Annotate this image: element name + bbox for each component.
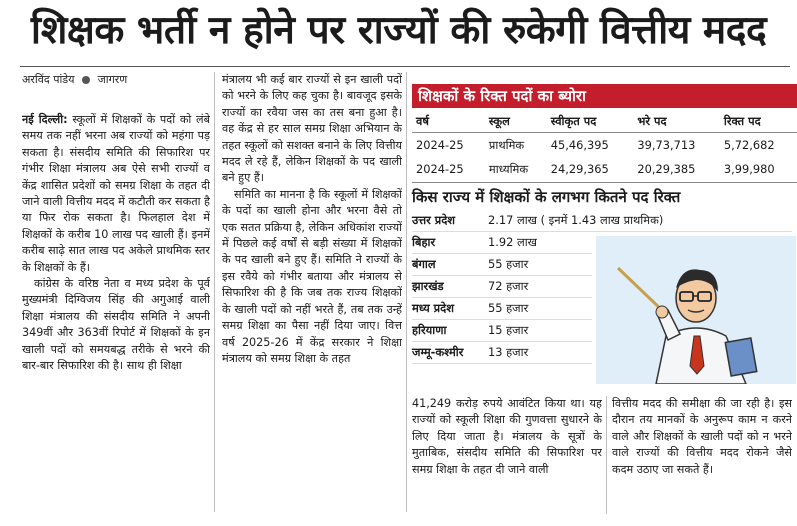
table-cell: 2024-25 (416, 138, 464, 152)
state-vacancy: 72 हजार (488, 279, 529, 293)
table-cell: 39,73,713 (637, 138, 696, 152)
state-name: झारखंड (412, 279, 444, 293)
table-cell: 20,29,385 (637, 162, 696, 176)
paragraph-text: स्कूलों में शिक्षकों के पदों को लंबे समय तक नहीं भरना अब राज्यों को महंगा पड़ सकता है। संसदीय समिति की सिफारिश पर गंभीर शिक्षा मंत्रालय अब ऐसे सभी राज्यों व केंद्र शासित प्रदेशों को समग्र शिक्षा के तहत दी जाने वाली वित्तीय मदद में कटौती कर सकता है या फिर रोक सकता है। फिलहाल देश में शिक्षकों के करीब 10 लाख पद खाली हैं। इनमें करीब साढ़े सात लाख पद अकेले प्राथमिक स्तर के शिक्षकों के हैं। (22, 113, 210, 274)
column-header: स्वीकृत पद (550, 113, 597, 128)
byline (22, 72, 127, 87)
column-header: स्कूल (488, 113, 510, 128)
vacancy-table (412, 110, 797, 181)
list-item (412, 276, 592, 298)
list-item (412, 210, 792, 232)
paragraph: समिति का मानना है कि स्कूलों में शिक्षकों के पदों का खाली होना और भरना वैसे तो एक सतत प्रक्रिया है, लेकिन अधिकांश राज्यों में पिछले कई वर्षों से बड़ी संख्या में शिक्षकों के पद खाली बने हुए हैं। समिति ने राज्यों के इस रवैये को गंभीर बताया और मंत्रालय से सिफारिश की है कि जब तक राज्य शिक्षकों के खाली पदों को नहीं भरते हैं, तब तक उन्हें समग्र शिक्षा का पैसा नहीं दिया जाए। वित्त वर्ष 2025-26 में केंद्र सरकार ने शिक्षा मंत्रालय को समग्र शिक्षा के तहत (222, 187, 402, 365)
state-name: जम्मू-कश्मीर (412, 345, 464, 359)
state-vacancy-list (412, 210, 664, 364)
list-item (412, 298, 592, 320)
author-name: अरविंद पांडेय (22, 73, 75, 86)
column-header: भरे पद (637, 113, 667, 128)
paragraph: कांग्रेस के वरिष्ठ नेता व मध्य प्रदेश के पूर्व मुख्यमंत्री दिग्विजय सिंह की अगुआई वाली शिक्षा मंत्रालय की संसदीय समिति ने अपनी 349वीं और 363वीं रिपोर्ट में शिक्षकों के इन खाली पदों को समयबद्ध तरीके से भरने की बार-बार सिफारिश की है। साथ ही शिक्षा (22, 277, 210, 373)
column-header: वर्ष (416, 113, 429, 128)
state-name: मध्य प्रदेश (412, 301, 454, 315)
bullet-icon (82, 76, 90, 84)
article-column-1 (22, 112, 210, 512)
paragraph: वित्तीय मदद की समीक्षा की जा रही है। इस दौरान तय मानकों के अनुरूप काम न करने वाले और शिक्षकों के खाली पदों को न भरने वाले राज्यों की वित्तीय मदद रोकने जैसे कदम उठाए जा सकते हैं। (612, 397, 792, 476)
headline-rule (20, 66, 790, 67)
state-vacancy-title: किस राज्य में शिक्षकों के लगभग कितने पद रिक्त (412, 182, 797, 207)
state-name: हरियाणा (412, 323, 447, 337)
article-column-3 (412, 396, 602, 514)
table-row (412, 157, 797, 181)
table-cell: माध्यमिक (488, 161, 529, 176)
column-header: रिक्त पद (723, 113, 761, 128)
table-cell: प्राथमिक (488, 137, 525, 152)
state-vacancy: 13 हजार (488, 345, 529, 359)
paragraph (22, 112, 210, 276)
table-cell: 5,72,682 (723, 138, 775, 152)
paragraph: मंत्रालय भी कई बार राज्यों से इन खाली पदों को भरने के लिए कह चुका है। बावजूद इसके राज्यों का रवैया जस का तस बना हुआ है। वह केंद्र से हर साल समग्र शिक्षा अभियान के तहत स्कूलों को सशक्त बनाने के लिए वित्तीय मदद ले रहे हैं, लेकिन शिक्षकों के पद खाली बने हुए हैं। (222, 73, 402, 185)
table-header-row (412, 110, 797, 133)
table-cell: 3,99,980 (723, 162, 775, 176)
state-vacancy: 55 हजार (488, 301, 529, 315)
headline: शिक्षक भर्ती न होने पर राज्यों की रुकेगी वित्तीय मदद (30, 8, 767, 53)
state-vacancy: 55 हजार (488, 257, 529, 271)
column-divider (606, 396, 607, 514)
list-item (412, 320, 592, 342)
table-row (412, 133, 797, 158)
table-cell: 24,29,365 (550, 162, 609, 176)
column-divider (406, 72, 407, 512)
list-item (412, 232, 592, 254)
table-cell: 2024-25 (416, 162, 464, 176)
state-name: बिहार (412, 235, 436, 249)
news-source: जागरण (97, 73, 128, 86)
book-icon (725, 338, 757, 376)
article-column-4 (612, 396, 792, 514)
list-item (412, 254, 592, 276)
state-vacancy: 2.17 लाख ( इनमें 1.43 लाख प्राथमिक) (488, 213, 664, 227)
state-vacancy: 15 हजार (488, 323, 529, 337)
paragraph: 41,249 करोड़ रुपये आवंटित किया था। यह राज्यों को स्कूली शिक्षा की गुणवत्ता सुधारने के लिए दिया जाता है। मंत्रालय के सूत्रों के मुताबिक, संसदीय समिति की सिफारिश पर समग्र शिक्षा के तहत दी जाने वाली (412, 397, 602, 476)
teacher-illustration (596, 236, 796, 384)
vacancy-table-title: शिक्षकों के रिक्त पदों का ब्योरा (412, 84, 797, 108)
list-item (412, 342, 592, 364)
state-name: उत्तर प्रदेश (412, 213, 456, 227)
hand-shape (656, 306, 668, 318)
state-vacancy: 1.92 लाख (488, 235, 537, 249)
state-name: बंगाल (412, 257, 436, 271)
table-cell: 45,46,395 (550, 138, 609, 152)
column-divider (214, 72, 215, 512)
article-column-2 (222, 72, 402, 512)
dateline: नई दिल्ली: (22, 113, 68, 126)
